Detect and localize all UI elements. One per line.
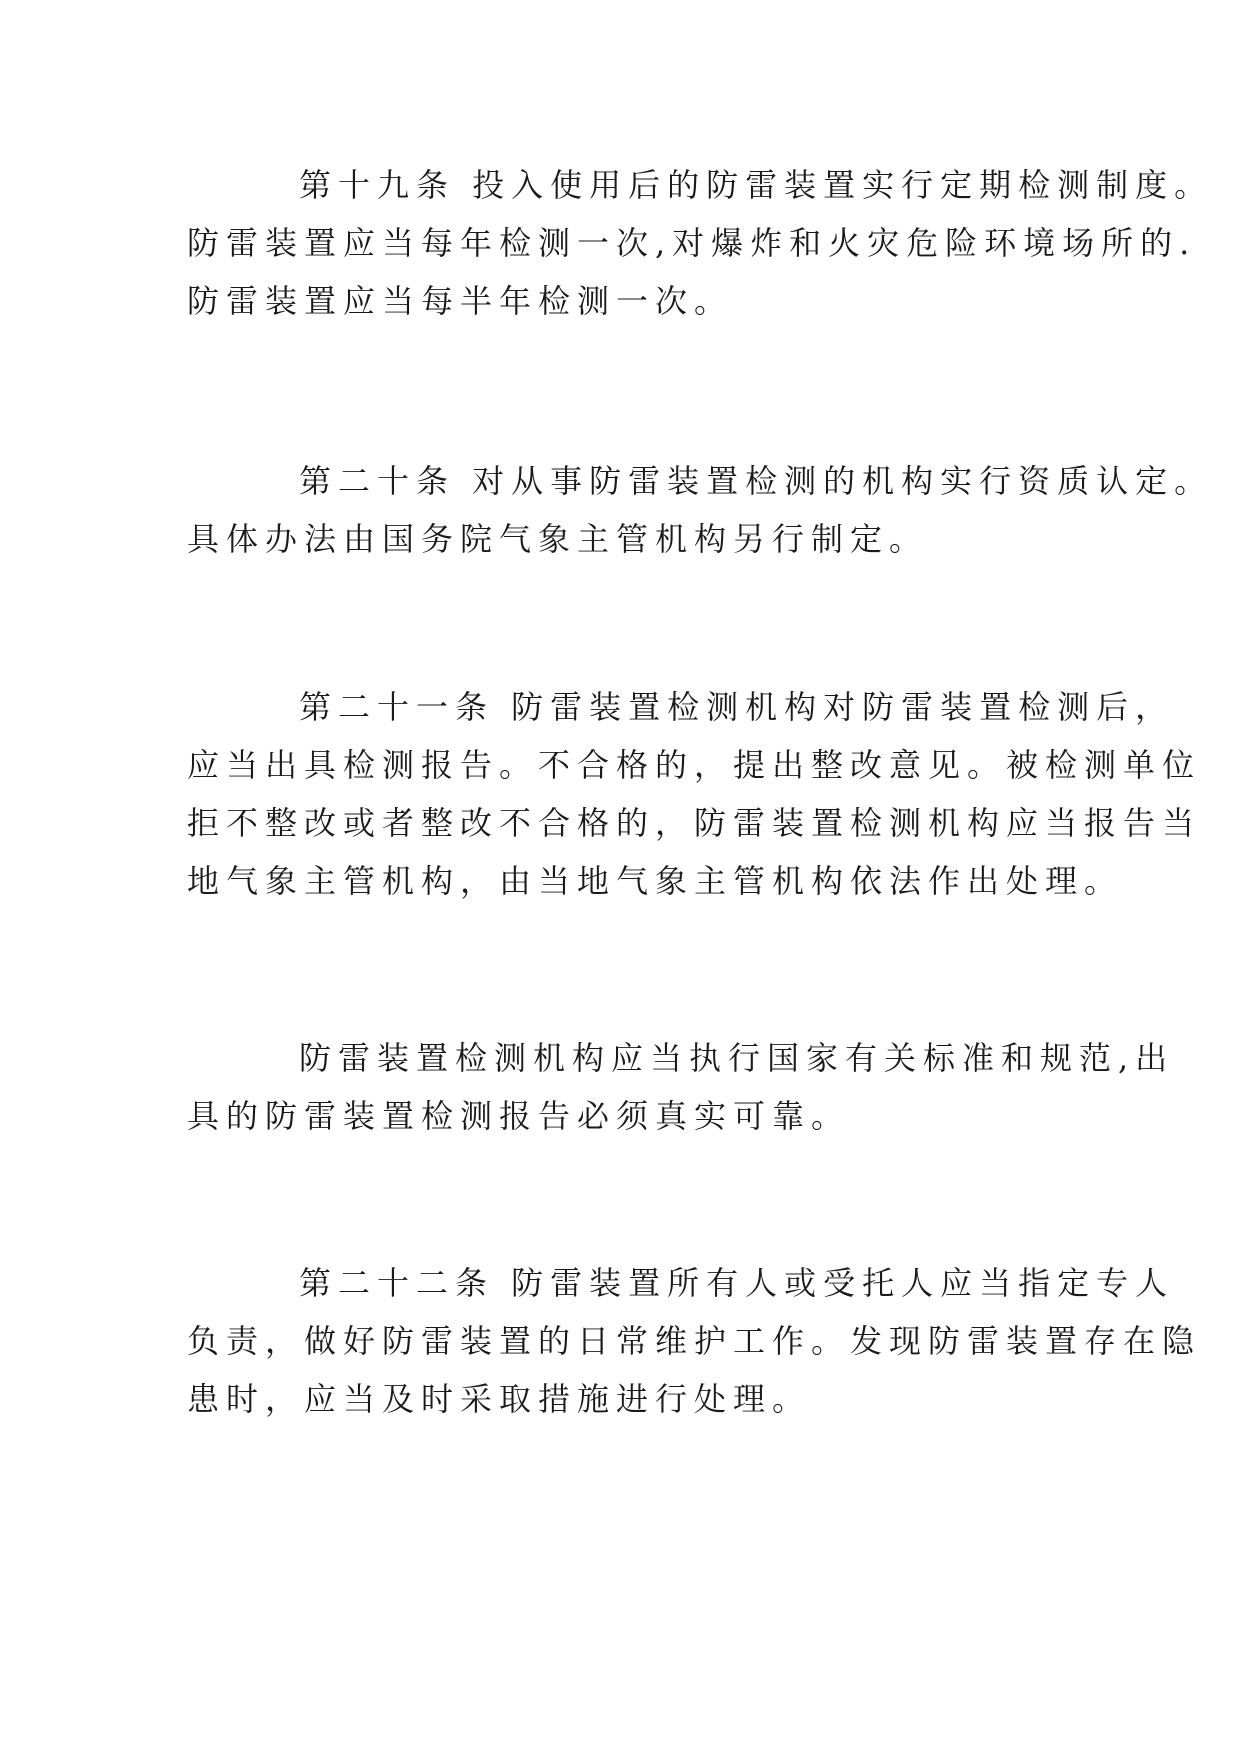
paragraph-line: 负责，做好防雷装置的日常维护工作。发现防雷装置存在隐 (187, 1322, 1202, 1360)
paragraph-line: 具的防雷装置检测报告必须真实可靠。 (187, 1097, 851, 1135)
paragraph-line: 第二十条 对从事防雷装置检测的机构实行资质认定。 (299, 462, 1214, 500)
article-21-paragraph (187, 678, 1202, 910)
paragraph-line: 第二十二条 防雷装置所有人或受托人应当指定专人 (299, 1264, 1175, 1302)
paragraph-line: 地气象主管机构，由当地气象主管机构依法作出处理。 (187, 862, 1124, 900)
paragraph-line: 第十九条 投入使用后的防雷装置实行定期检测制度。 (299, 166, 1214, 204)
paragraph-line: 应当出具检测报告。不合格的，提出整改意见。被检测单位 (187, 746, 1202, 784)
paragraph-line: 防雷装置应当每年检测一次,对爆炸和火灾危险环境场所的. (187, 224, 1197, 262)
paragraph-line: 拒不整改或者整改不合格的，防雷装置检测机构应当报告当 (187, 804, 1202, 842)
paragraph-line: 防雷装置检测机构应当执行国家有关标准和规范,出 (299, 1039, 1175, 1077)
paragraph-line: 防雷装置应当每半年检测一次。 (187, 282, 734, 320)
article-19-paragraph (187, 156, 1214, 330)
article-22-paragraph (187, 1254, 1202, 1428)
article-20-paragraph (187, 452, 1214, 568)
article-21-second-paragraph (187, 1029, 1175, 1145)
paragraph-line: 具体办法由国务院气象主管机构另行制定。 (187, 520, 929, 558)
paragraph-line: 患时，应当及时采取措施进行处理。 (187, 1380, 812, 1418)
paragraph-line: 第二十一条 防雷装置检测机构对防雷装置检测后， (299, 688, 1175, 726)
